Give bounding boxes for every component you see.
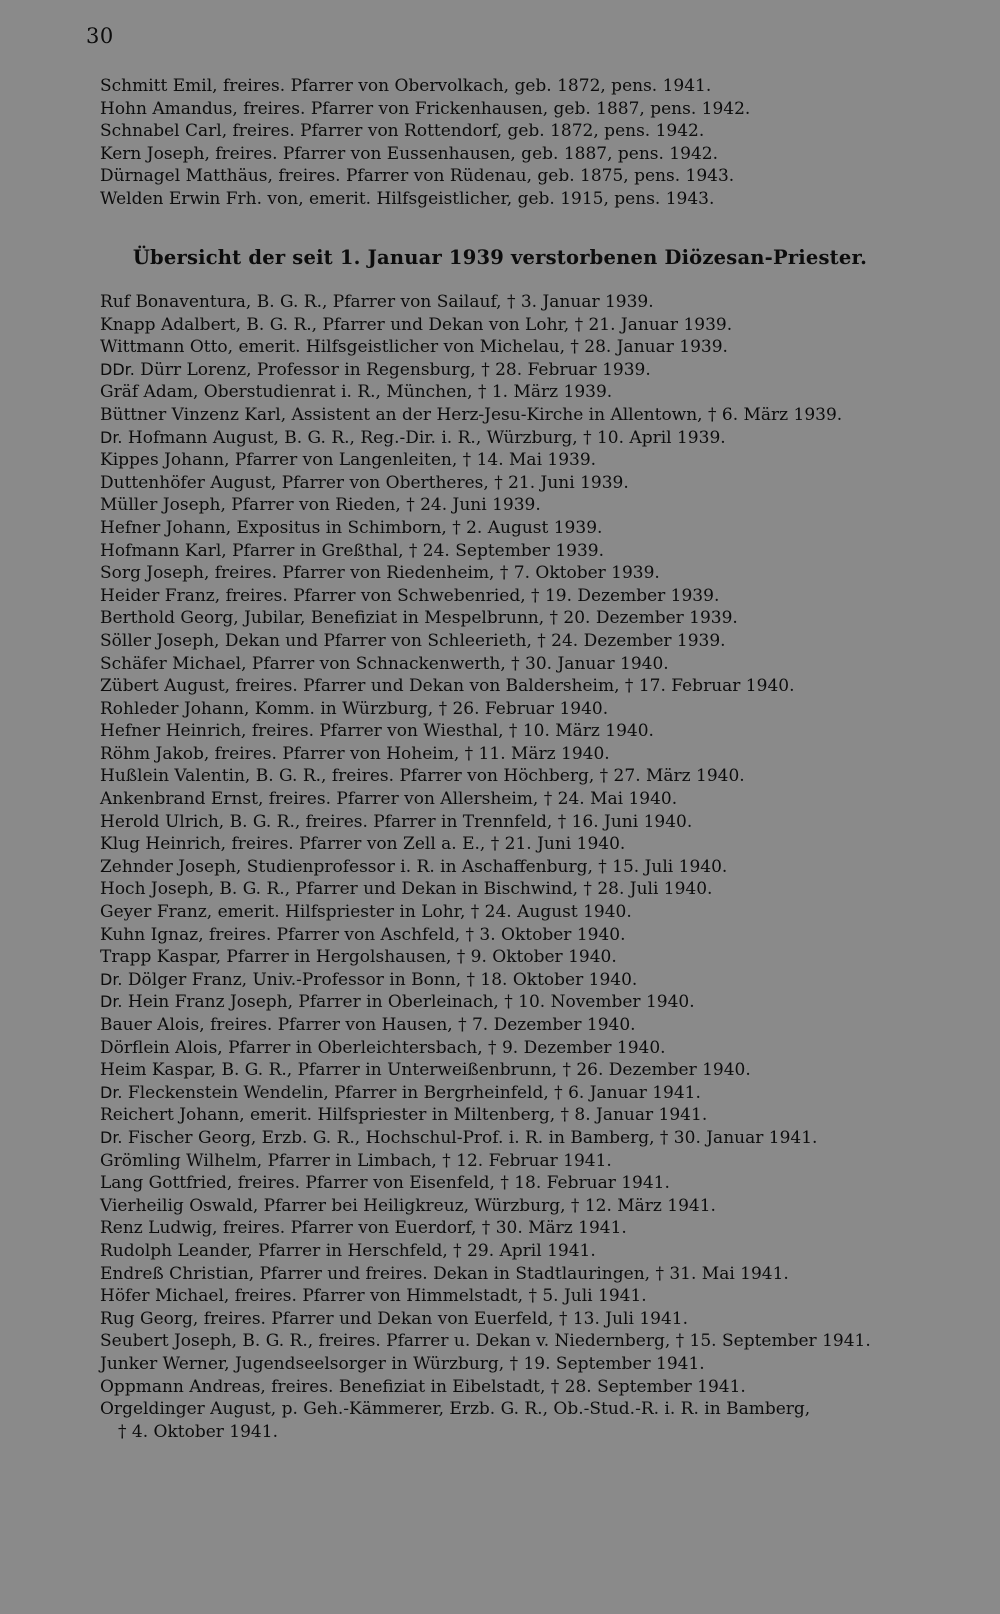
list-item — [100, 562, 970, 585]
section-heading: Übersicht der seit 1. Januar 1939 verstorbenen Diözesan-Priester. — [132, 246, 868, 269]
entry-text: Hußlein Valentin, B. G. R., freires. Pfarrer von Höchberg, † 27. März 1940. — [100, 766, 745, 787]
list-item: Kern Joseph, freires. Pfarrer von Eussenhausen, geb. 1887, pens. 1942. — [100, 143, 718, 164]
list-item — [100, 1285, 970, 1308]
entry-text: Kuhn Ignaz, freires. Pfarrer von Aschfeld, † 3. Oktober 1940. — [100, 924, 626, 945]
list-item — [100, 494, 970, 517]
list-item — [100, 1308, 970, 1331]
retired-priests-list — [100, 75, 960, 211]
list-item — [100, 1240, 970, 1263]
entry-text: Rudolph Leander, Pfarrer in Herschfeld, † 29. April 1941. — [100, 1240, 596, 1261]
list-item — [100, 811, 970, 834]
entry-text: Dürr Lorenz, Professor in Regensburg, † 28. Februar 1939. — [140, 359, 651, 380]
list-item — [100, 969, 970, 992]
academic-title: DDr. — [100, 359, 135, 379]
entry-text: Seubert Joseph, B. G. R., freires. Pfarrer u. Dekan v. Niedernberg, † 15. September 1941. — [100, 1331, 871, 1352]
entry-text: Gräf Adam, Oberstudienrat i. R., München, † 1. März 1939. — [100, 382, 613, 403]
entry-text: Schäfer Michael, Pfarrer von Schnackenwerth, † 30. Januar 1940. — [100, 653, 669, 674]
academic-title: Dr. — [100, 1082, 123, 1102]
list-item — [100, 359, 970, 382]
academic-title: Dr. — [100, 427, 123, 447]
list-item — [100, 856, 970, 879]
list-item — [100, 1150, 970, 1173]
academic-title: Dr. — [100, 969, 123, 989]
entry-text: Ruf Bonaventura, B. G. R., Pfarrer von Sailauf, † 3. Januar 1939. — [100, 292, 654, 312]
list-item — [100, 291, 970, 314]
list-item — [100, 1172, 970, 1195]
entry-text: Grömling Wilhelm, Pfarrer in Limbach, † 12. Februar 1941. — [100, 1150, 612, 1171]
entry-text: Dörflein Alois, Pfarrer in Oberleichtersbach, † 9. Dezember 1940. — [100, 1037, 666, 1058]
list-item — [100, 630, 970, 653]
list-item: Schnabel Carl, freires. Pfarrer von Rottendorf, geb. 1872, pens. 1942. — [100, 121, 705, 142]
entry-text: Heider Franz, freires. Pfarrer von Schwebenried, † 19. Dezember 1939. — [100, 585, 720, 606]
entry-text: Knapp Adalbert, B. G. R., Pfarrer und Dekan von Lohr, † 21. Januar 1939. — [100, 314, 733, 335]
academic-title: Dr. — [100, 992, 123, 1012]
list-item — [100, 1104, 970, 1127]
entry-continuation: † 4. Oktober 1941. — [118, 1421, 278, 1442]
entry-text: Berthold Georg, Jubilar, Benefiziat in Mespelbrunn, † 20. Dezember 1939. — [100, 608, 738, 629]
entry-text: Hofmann August, B. G. R., Reg.-Dir. i. R., Würzburg, † 10. April 1939. — [127, 427, 726, 448]
page-number: 30 — [86, 24, 114, 48]
list-item — [100, 336, 970, 359]
entry-text: Geyer Franz, emerit. Hilfspriester in Lohr, † 24. August 1940. — [100, 902, 632, 923]
entry-text: Rug Georg, freires. Pfarrer und Dekan von Euerfeld, † 13. Juli 1941. — [100, 1308, 689, 1329]
list-item — [100, 901, 970, 924]
entry-text: Kippes Johann, Pfarrer von Langenleiten, † 14. Mai 1939. — [100, 450, 597, 471]
entry-text: Fleckenstein Wendelin, Pfarrer in Bergrheinfeld, † 6. Januar 1941. — [127, 1082, 701, 1103]
list-item: Welden Erwin Frh. von, emerit. Hilfsgeistlicher, geb. 1915, pens. 1943. — [100, 188, 715, 209]
list-item — [100, 472, 970, 495]
list-item — [100, 1330, 970, 1353]
list-item — [100, 653, 970, 676]
entry-text: Rohleder Johann, Komm. in Würzburg, † 26. Februar 1940. — [100, 698, 609, 719]
entry-text: Dölger Franz, Univ.-Professor in Bonn, † 18. Oktober 1940. — [127, 969, 638, 990]
entry-text: Hein Franz Joseph, Pfarrer in Oberleinach, † 10. November 1940. — [127, 992, 695, 1013]
academic-title: Dr. — [100, 1127, 123, 1147]
entry-text: Trapp Kaspar, Pfarrer in Hergolshausen, † 9. Oktober 1940. — [100, 947, 617, 968]
entry-text: Sorg Joseph, freires. Pfarrer von Riedenheim, † 7. Oktober 1939. — [100, 563, 660, 584]
entry-text: Zehnder Joseph, Studienprofessor i. R. in Aschaffenburg, † 15. Juli 1940. — [100, 856, 728, 877]
list-item — [100, 540, 970, 563]
list-item — [100, 698, 970, 721]
entry-text: Zübert August, freires. Pfarrer und Dekan von Baldersheim, † 17. Februar 1940. — [100, 676, 795, 697]
list-item — [100, 314, 970, 337]
list-item — [100, 1014, 970, 1037]
entry-text: Vierheilig Oswald, Pfarrer bei Heiligkreuz, Würzburg, † 12. März 1941. — [100, 1195, 716, 1216]
list-item — [100, 1195, 970, 1218]
entry-text: Wittmann Otto, emerit. Hilfsgeistlicher von Michelau, † 28. Januar 1939. — [100, 337, 728, 358]
list-item — [100, 788, 970, 811]
list-item — [100, 765, 970, 788]
entry-text: Büttner Vinzenz Karl, Assistent an der Herz-Jesu-Kirche in Allentown, † 6. März 1939. — [100, 404, 843, 425]
list-item — [100, 924, 970, 947]
entry-text: Oppmann Andreas, freires. Benefiziat in Eibelstadt, † 28. September 1941. — [100, 1376, 746, 1397]
entry-text: Hefner Heinrich, freires. Pfarrer von Wiesthal, † 10. März 1940. — [100, 721, 654, 742]
list-item — [100, 1037, 970, 1060]
entry-text: Renz Ludwig, freires. Pfarrer von Euerdorf, † 30. März 1941. — [100, 1218, 627, 1239]
entry-text: Höfer Michael, freires. Pfarrer von Himmelstadt, † 5. Juli 1941. — [100, 1286, 647, 1307]
entry-text: Duttenhöfer August, Pfarrer von Obertheres, † 21. Juni 1939. — [100, 472, 629, 493]
entry-text: Hofmann Karl, Pfarrer in Greßthal, † 24. September 1939. — [100, 540, 604, 561]
list-item — [100, 607, 970, 630]
entry-text: Fischer Georg, Erzb. G. R., Hochschul-Prof. i. R. in Bamberg, † 30. Januar 1941. — [127, 1127, 818, 1148]
entry-text: Hefner Johann, Expositus in Schimborn, † 2. August 1939. — [100, 517, 603, 538]
entry-text: Junker Werner, Jugendseelsorger in Würzburg, † 19. September 1941. — [100, 1353, 705, 1374]
entry-text: Heim Kaspar, B. G. R., Pfarrer in Unterweißenbrunn, † 26. Dezember 1940. — [100, 1060, 751, 1081]
list-item — [100, 1376, 970, 1399]
list-item — [100, 878, 970, 901]
list-item — [100, 1059, 970, 1082]
list-item — [100, 946, 970, 969]
deceased-priests-list — [100, 291, 970, 1443]
list-item — [100, 427, 970, 450]
entry-text: Röhm Jakob, freires. Pfarrer von Hoheim, † 11. März 1940. — [100, 743, 610, 764]
list-item — [100, 1263, 970, 1286]
list-item — [100, 675, 970, 698]
list-item — [100, 1353, 970, 1376]
list-item — [100, 404, 970, 427]
list-item — [100, 1398, 970, 1421]
list-item — [100, 585, 970, 608]
list-item — [100, 833, 970, 856]
list-item — [100, 991, 970, 1014]
entry-text: Ankenbrand Ernst, freires. Pfarrer von Allersheim, † 24. Mai 1940. — [100, 789, 678, 810]
entry-text: Söller Joseph, Dekan und Pfarrer von Schleerieth, † 24. Dezember 1939. — [100, 630, 726, 651]
entry-text: Orgeldinger August, p. Geh.-Kämmerer, Erzb. G. R., Ob.-Stud.-R. i. R. in Bamberg, — [100, 1399, 811, 1420]
entry-text: Müller Joseph, Pfarrer von Rieden, † 24. Juni 1939. — [100, 495, 541, 516]
list-item — [100, 449, 970, 472]
list-item: Dürnagel Matthäus, freires. Pfarrer von Rüdenau, geb. 1875, pens. 1943. — [100, 166, 735, 187]
entry-text: Bauer Alois, freires. Pfarrer von Hausen, † 7. Dezember 1940. — [100, 1015, 636, 1035]
list-item — [100, 720, 970, 743]
entry-text: Lang Gottfried, freires. Pfarrer von Eisenfeld, † 18. Februar 1941. — [100, 1173, 670, 1194]
list-item — [100, 1127, 970, 1150]
list-item: Schmitt Emil, freires. Pfarrer von Obervolkach, geb. 1872, pens. 1941. — [100, 76, 712, 96]
list-item — [100, 1082, 970, 1105]
list-item — [100, 517, 970, 540]
list-item — [100, 743, 970, 766]
entry-text: Hoch Joseph, B. G. R., Pfarrer und Dekan in Bischwind, † 28. Juli 1940. — [100, 879, 713, 900]
list-item — [100, 381, 970, 404]
list-item — [100, 1217, 970, 1240]
entry-text: Klug Heinrich, freires. Pfarrer von Zell a. E., † 21. Juni 1940. — [100, 834, 626, 855]
entry-text: Herold Ulrich, B. G. R., freires. Pfarrer in Trennfeld, † 16. Juni 1940. — [100, 811, 693, 832]
entry-text: Reichert Johann, emerit. Hilfspriester in Miltenberg, † 8. Januar 1941. — [100, 1105, 708, 1126]
entry-text: Endreß Christian, Pfarrer und freires. Dekan in Stadtlauringen, † 31. Mai 1941. — [100, 1263, 789, 1284]
list-item: Hohn Amandus, freires. Pfarrer von Frickenhausen, geb. 1887, pens. 1942. — [100, 98, 751, 119]
